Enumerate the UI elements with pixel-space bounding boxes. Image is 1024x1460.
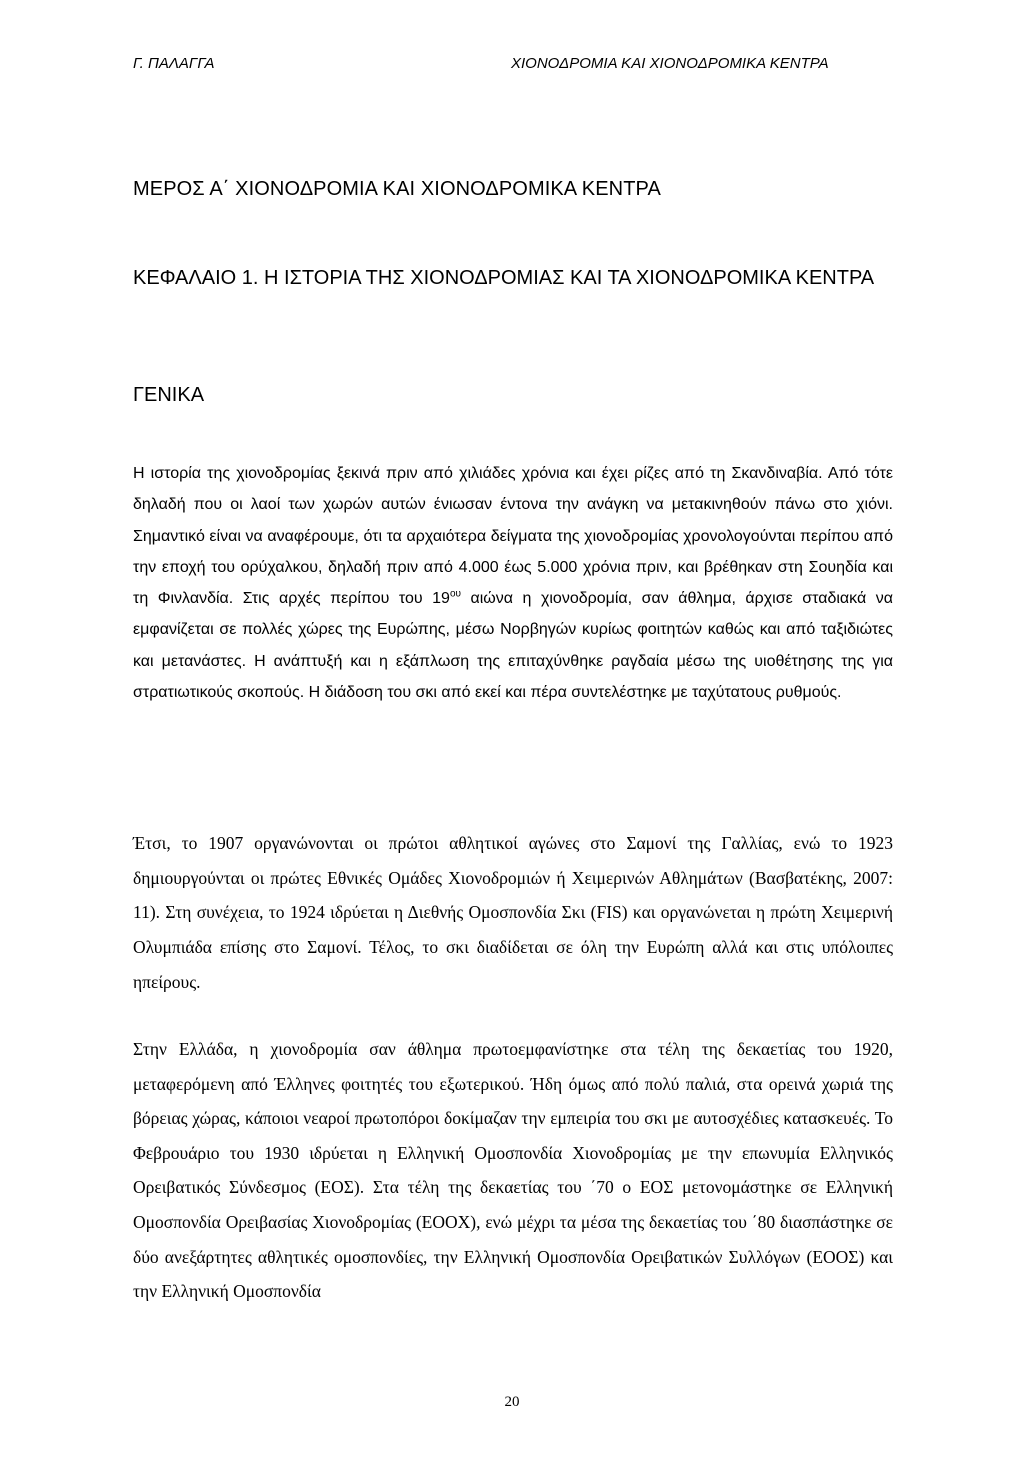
running-header — [133, 54, 897, 98]
chapter-title: ΚΕΦΑΛΑΙΟ 1. Η ΙΣΤΟΡΙΑ ΤΗΣ ΧΙΟΝΟΔΡΟΜΙΑΣ ΚΑΙ ΤΑ ΧΙΟΝΟΔΡΟΜΙΚΑ ΚΕΝΤΡΑ — [133, 267, 875, 289]
paragraph-history-origins — [133, 458, 893, 708]
header-author: Γ. ΠΑΛΑΓΓΑ — [133, 55, 215, 72]
paragraph-text: Η ιστορία της χιονοδρομίας ξεκινά πριν από χιλιάδες χρόνια και έχει ρίζες από τη Σκανδιναβία. Από τότε δηλαδή που οι λαοί των χωρών αυτών ένιωσαν έντονα την ανάγκη να μετακινηθούν πάνω στο χιόνι. Σημαντικό είναι να αναφέρουμε, ότι τα αρχαιότερα δείγματα της χιονοδρομίας χρονολογούνται περίπου από την εποχή του ορύχαλκου, δηλαδή πριν από 4.000 έως 5.000 χρόνια πριν, και βρέθηκαν στη Σουηδία και τη Φινλανδία. Στις αρχές περίπου του 19 — [133, 465, 893, 608]
part-title: ΜΕΡΟΣ Α΄ ΧΙΟΝΟΔΡΟΜΙΑ ΚΑΙ ΧΙΟΝΟΔΡΟΜΙΚΑ ΚΕΝΤΡΑ — [133, 178, 661, 200]
paragraph-text: αιώνα η χιονοδρομία, σαν άθλημα, άρχισε σταδιακά να εμφανίζεται σε πολλές χώρες της Ευρώπης, μέσω Νορβηγών κυρίως φοιτητών καθώς και από ταξιδιώτες και μετανάστες. Η ανάπτυξή και η εξάπλωση της επιταχύνθηκε ραγδαία μέσω της υιοθέτησης της για στρατιωτικούς σκοπούς. Η διάδοση του σκι από εκεί και πέρα συντελέστηκε με ταχύτατους ρυθμούς. — [133, 590, 893, 702]
section-title: ΓΕΝΙΚΑ — [133, 384, 205, 406]
ordinal-superscript: ου — [449, 588, 461, 600]
header-running-title: ΧΙΟΝΟΔΡΟΜΙΑ ΚΑΙ ΧΙΟΝΟΔΡΟΜΙΚΑ ΚΕΝΤΡΑ — [511, 55, 829, 72]
page-number: 20 — [504, 1394, 520, 1410]
paragraph-competitions: Έτσι, το 1907 οργανώνονται οι πρώτοι αθλητικοί αγώνες στο Σαμονί της Γαλλίας, ενώ το 1923 δημιουργούνται οι πρώτες Εθνικές Ομάδες Χιονοδρομιών ή Χειμερινών Αθλημάτων (Βασβατέκης, 2007: 11). Στη συνέχεια, το 1924 ιδρύεται η Διεθνής Ομοσπονδία Σκι (FIS) και οργανώνεται η πρώτη Χειμερινή Ολυμπιάδα επίσης στο Σαμονί. Τέλος, το σκι διαδίδεται σε όλη την Ευρώπη αλλά και στις υπόλοιπες ηπείρους. — [133, 833, 893, 992]
paragraph-greece: Στην Ελλάδα, η χιονοδρομία σαν άθλημα πρωτοεμφανίστηκε στα τέλη της δεκαετίας του 1920, μεταφερόμενη από Έλληνες φοιτητές του εξωτερικού. Ήδη όμως από πολύ παλιά, στα ορεινά χωριά της βόρειας χώρας, κάποιοι νεαροί πρωτοπόροι δοκίμαζαν την εμπειρία του σκι με αυτοσχέδιες κατασκευές. Το Φεβρουάριο του 1930 ιδρύεται η Ελληνική Ομοσπονδία Χιονοδρομίας με την επωνυμία Ελληνικός Ορειβατικός Σύνδεσμος (ΕΟΣ). Στα τέλη της δεκαετίας του ΄70 ο ΕΟΣ μετονομάστηκε σε Ελληνική Ομοσπονδία Ορειβασίας Χιονοδρομίας (ΕΟΟΧ), ενώ μέχρι τα μέσα της δεκαετίας του ΄80 διασπάστηκε σε δύο ανεξάρτητες αθλητικές ομοσπονδίες, την Ελληνική Ομοσπονδία Ορειβατικών Συλλόγων (ΕΟΟΣ) και την Ελληνική Ομοσπονδία — [133, 1039, 893, 1302]
